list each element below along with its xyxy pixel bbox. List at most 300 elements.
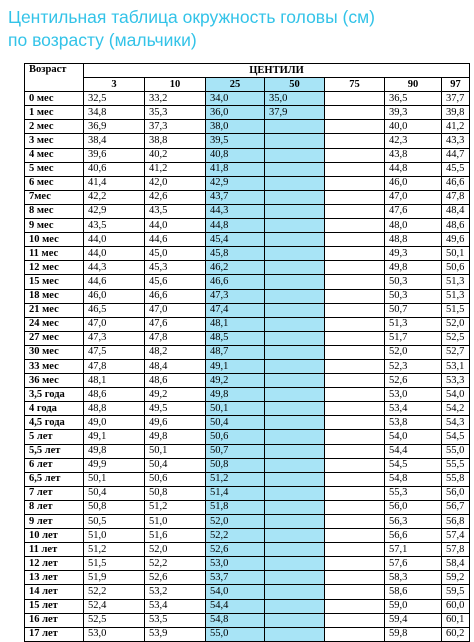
value-cell-p50 <box>265 500 325 514</box>
head-circumference-table <box>24 63 470 642</box>
value-cell-p97: 50,6 <box>442 261 470 275</box>
value-cell-p50 <box>265 289 325 303</box>
value-cell-p10: 53,4 <box>145 599 206 613</box>
value-cell-p10: 49,5 <box>145 402 206 416</box>
age-cell: 21 мес <box>25 303 84 317</box>
value-cell-p97: 51,3 <box>442 289 470 303</box>
value-cell-p25: 46,2 <box>206 261 265 275</box>
table-row <box>25 233 470 247</box>
value-cell-p90: 56,0 <box>385 500 442 514</box>
value-cell-p50 <box>265 275 325 289</box>
value-cell-p75 <box>325 627 385 641</box>
value-cell-p90: 59,0 <box>385 599 442 613</box>
value-cell-p3: 47,3 <box>84 331 145 345</box>
value-cell-p3: 51,0 <box>84 529 145 543</box>
value-cell-p75 <box>325 585 385 599</box>
age-cell: 7мес <box>25 190 84 204</box>
table-row <box>25 204 470 218</box>
value-cell-p97: 51,3 <box>442 275 470 289</box>
value-cell-p25: 40,8 <box>206 148 265 162</box>
value-cell-p3: 42,9 <box>84 204 145 218</box>
table-row <box>25 317 470 331</box>
value-cell-p97: 56,8 <box>442 515 470 529</box>
value-cell-p75 <box>325 529 385 543</box>
value-cell-p90: 36,5 <box>385 92 442 106</box>
value-cell-p75 <box>325 331 385 345</box>
value-cell-p10: 50,1 <box>145 444 206 458</box>
age-cell: 11 мес <box>25 247 84 261</box>
value-cell-p90: 48,8 <box>385 233 442 247</box>
value-cell-p3: 52,2 <box>84 585 145 599</box>
value-cell-p25: 54,8 <box>206 613 265 627</box>
value-cell-p25: 55,0 <box>206 627 265 641</box>
value-cell-p10: 40,2 <box>145 148 206 162</box>
value-cell-p50 <box>265 261 325 275</box>
value-cell-p50 <box>265 416 325 430</box>
value-cell-p10: 33,2 <box>145 92 206 106</box>
value-cell-p97: 56,0 <box>442 486 470 500</box>
value-cell-p50 <box>265 402 325 416</box>
table-row <box>25 120 470 134</box>
value-cell-p90: 50,3 <box>385 289 442 303</box>
value-cell-p25: 39,5 <box>206 134 265 148</box>
value-cell-p10: 47,0 <box>145 303 206 317</box>
value-cell-p10: 37,3 <box>145 120 206 134</box>
value-cell-p90: 53,8 <box>385 416 442 430</box>
value-cell-p75 <box>325 543 385 557</box>
value-cell-p50 <box>265 430 325 444</box>
age-cell: 5 лет <box>25 430 84 444</box>
value-cell-p3: 51,2 <box>84 543 145 557</box>
age-cell: 12 лет <box>25 557 84 571</box>
value-cell-p25: 52,2 <box>206 529 265 543</box>
value-cell-p10: 53,5 <box>145 613 206 627</box>
value-cell-p25: 49,2 <box>206 374 265 388</box>
table-row <box>25 275 470 289</box>
value-cell-p97: 60,0 <box>442 599 470 613</box>
percentile-header-90: 90 <box>385 78 442 92</box>
value-cell-p50 <box>265 627 325 641</box>
value-cell-p75 <box>325 515 385 529</box>
value-cell-p97: 58,4 <box>442 557 470 571</box>
value-cell-p75 <box>325 557 385 571</box>
table-row <box>25 359 470 373</box>
value-cell-p75 <box>325 261 385 275</box>
value-cell-p90: 52,3 <box>385 359 442 373</box>
value-cell-p3: 52,5 <box>84 613 145 627</box>
age-cell: 1 мес <box>25 106 84 120</box>
value-cell-p97: 55,0 <box>442 444 470 458</box>
table-row <box>25 303 470 317</box>
value-cell-p3: 44,6 <box>84 275 145 289</box>
value-cell-p90: 57,1 <box>385 543 442 557</box>
value-cell-p90: 56,6 <box>385 529 442 543</box>
value-cell-p25: 49,1 <box>206 359 265 373</box>
value-cell-p3: 52,4 <box>84 599 145 613</box>
value-cell-p75 <box>325 219 385 233</box>
percentile-header-10: 10 <box>145 78 206 92</box>
value-cell-p75 <box>325 289 385 303</box>
age-cell: 5 мес <box>25 162 84 176</box>
value-cell-p90: 54,8 <box>385 472 442 486</box>
value-cell-p25: 45,8 <box>206 247 265 261</box>
value-cell-p90: 53,0 <box>385 388 442 402</box>
value-cell-p10: 45,3 <box>145 261 206 275</box>
value-cell-p25: 47,4 <box>206 303 265 317</box>
value-cell-p97: 45,5 <box>442 162 470 176</box>
value-cell-p97: 39,8 <box>442 106 470 120</box>
value-cell-p90: 54,5 <box>385 458 442 472</box>
centiles-header: ЦЕНТИЛИ <box>84 64 470 78</box>
value-cell-p75 <box>325 486 385 500</box>
value-cell-p25: 51,4 <box>206 486 265 500</box>
value-cell-p97: 52,0 <box>442 317 470 331</box>
value-cell-p97: 43,3 <box>442 134 470 148</box>
value-cell-p50 <box>265 148 325 162</box>
age-cell: 8 мес <box>25 204 84 218</box>
value-cell-p97: 53,1 <box>442 359 470 373</box>
value-cell-p97: 52,5 <box>442 331 470 345</box>
table-row <box>25 571 470 585</box>
value-cell-p75 <box>325 303 385 317</box>
value-cell-p10: 53,9 <box>145 627 206 641</box>
value-cell-p97: 57,8 <box>442 543 470 557</box>
value-cell-p10: 51,6 <box>145 529 206 543</box>
value-cell-p25: 51,2 <box>206 472 265 486</box>
value-cell-p25: 50,6 <box>206 430 265 444</box>
value-cell-p90: 56,3 <box>385 515 442 529</box>
value-cell-p10: 52,0 <box>145 543 206 557</box>
value-cell-p90: 42,3 <box>385 134 442 148</box>
value-cell-p75 <box>325 571 385 585</box>
table-row <box>25 557 470 571</box>
value-cell-p3: 43,5 <box>84 219 145 233</box>
value-cell-p97: 44,7 <box>442 148 470 162</box>
age-cell: 12 мес <box>25 261 84 275</box>
value-cell-p50 <box>265 204 325 218</box>
value-cell-p90: 44,8 <box>385 162 442 176</box>
value-cell-p25: 54,0 <box>206 585 265 599</box>
value-cell-p25: 54,4 <box>206 599 265 613</box>
value-cell-p75 <box>325 613 385 627</box>
value-cell-p10: 48,4 <box>145 359 206 373</box>
value-cell-p3: 51,5 <box>84 557 145 571</box>
value-cell-p10: 52,6 <box>145 571 206 585</box>
value-cell-p97: 56,7 <box>442 500 470 514</box>
value-cell-p3: 50,4 <box>84 486 145 500</box>
age-cell: 4 года <box>25 402 84 416</box>
value-cell-p50 <box>265 233 325 247</box>
value-cell-p10: 38,8 <box>145 134 206 148</box>
value-cell-p97: 60,1 <box>442 613 470 627</box>
age-cell: 9 мес <box>25 219 84 233</box>
age-cell: 9 лет <box>25 515 84 529</box>
value-cell-p97: 53,3 <box>442 374 470 388</box>
value-cell-p50 <box>265 134 325 148</box>
age-cell: 14 лет <box>25 585 84 599</box>
value-cell-p3: 46,5 <box>84 303 145 317</box>
age-cell: 30 мес <box>25 345 84 359</box>
value-cell-p97: 46,6 <box>442 176 470 190</box>
value-cell-p50 <box>265 529 325 543</box>
value-cell-p50 <box>265 345 325 359</box>
value-cell-p90: 49,8 <box>385 261 442 275</box>
value-cell-p10: 50,8 <box>145 486 206 500</box>
value-cell-p75 <box>325 233 385 247</box>
value-cell-p90: 59,8 <box>385 627 442 641</box>
value-cell-p3: 50,1 <box>84 472 145 486</box>
value-cell-p97: 51,5 <box>442 303 470 317</box>
value-cell-p25: 41,8 <box>206 162 265 176</box>
value-cell-p90: 54,4 <box>385 444 442 458</box>
value-cell-p75 <box>325 599 385 613</box>
value-cell-p97: 48,4 <box>442 204 470 218</box>
table-row <box>25 472 470 486</box>
value-cell-p3: 42,2 <box>84 190 145 204</box>
value-cell-p25: 44,3 <box>206 204 265 218</box>
table-row <box>25 627 470 641</box>
value-cell-p10: 48,6 <box>145 374 206 388</box>
value-cell-p90: 59,4 <box>385 613 442 627</box>
value-cell-p10: 49,6 <box>145 416 206 430</box>
value-cell-p50 <box>265 472 325 486</box>
value-cell-p50 <box>265 388 325 402</box>
value-cell-p50 <box>265 120 325 134</box>
value-cell-p97: 37,7 <box>442 92 470 106</box>
value-cell-p90: 39,3 <box>385 106 442 120</box>
value-cell-p50 <box>265 359 325 373</box>
value-cell-p75 <box>325 247 385 261</box>
age-cell: 4 мес <box>25 148 84 162</box>
value-cell-p50 <box>265 599 325 613</box>
value-cell-p50 <box>265 486 325 500</box>
percentile-header-25: 25 <box>206 78 265 92</box>
page-title <box>8 6 468 52</box>
value-cell-p10: 41,2 <box>145 162 206 176</box>
value-cell-p3: 47,8 <box>84 359 145 373</box>
table-row <box>25 585 470 599</box>
table-row <box>25 247 470 261</box>
value-cell-p3: 44,0 <box>84 247 145 261</box>
age-cell: 10 мес <box>25 233 84 247</box>
value-cell-p97: 54,3 <box>442 416 470 430</box>
value-cell-p90: 50,3 <box>385 275 442 289</box>
value-cell-p10: 49,8 <box>145 430 206 444</box>
value-cell-p50 <box>265 557 325 571</box>
value-cell-p97: 41,2 <box>442 120 470 134</box>
value-cell-p3: 46,0 <box>84 289 145 303</box>
value-cell-p3: 48,6 <box>84 388 145 402</box>
value-cell-p75 <box>325 430 385 444</box>
value-cell-p3: 38,4 <box>84 134 145 148</box>
value-cell-p10: 49,2 <box>145 388 206 402</box>
value-cell-p25: 50,8 <box>206 458 265 472</box>
age-column-header: Возраст <box>25 64 84 92</box>
table-row <box>25 162 470 176</box>
value-cell-p50 <box>265 458 325 472</box>
value-cell-p97: 47,8 <box>442 190 470 204</box>
value-cell-p90: 58,6 <box>385 585 442 599</box>
percentile-header-75: 75 <box>325 78 385 92</box>
value-cell-p25: 38,0 <box>206 120 265 134</box>
value-cell-p90: 43,8 <box>385 148 442 162</box>
value-cell-p50: 35,0 <box>265 92 325 106</box>
age-cell: 3,5 года <box>25 388 84 402</box>
age-cell: 36 мес <box>25 374 84 388</box>
value-cell-p75 <box>325 317 385 331</box>
age-cell: 8 лет <box>25 500 84 514</box>
age-cell: 6,5 лет <box>25 472 84 486</box>
value-cell-p50 <box>265 176 325 190</box>
value-cell-p50 <box>265 331 325 345</box>
value-cell-p3: 49,1 <box>84 430 145 444</box>
value-cell-p3: 50,5 <box>84 515 145 529</box>
table-row <box>25 388 470 402</box>
table-row <box>25 416 470 430</box>
value-cell-p25: 52,0 <box>206 515 265 529</box>
value-cell-p75 <box>325 345 385 359</box>
value-cell-p25: 48,7 <box>206 345 265 359</box>
value-cell-p90: 55,3 <box>385 486 442 500</box>
value-cell-p25: 53,0 <box>206 557 265 571</box>
value-cell-p75 <box>325 374 385 388</box>
value-cell-p97: 59,5 <box>442 585 470 599</box>
table-row <box>25 190 470 204</box>
value-cell-p3: 41,4 <box>84 176 145 190</box>
value-cell-p75 <box>325 359 385 373</box>
value-cell-p90: 51,3 <box>385 317 442 331</box>
age-cell: 27 мес <box>25 331 84 345</box>
value-cell-p50 <box>265 303 325 317</box>
value-cell-p50 <box>265 247 325 261</box>
value-cell-p50 <box>265 571 325 585</box>
value-cell-p90: 54,0 <box>385 430 442 444</box>
value-cell-p10: 44,6 <box>145 233 206 247</box>
title-line-2: по возрасту (мальчики) <box>8 30 197 50</box>
value-cell-p25: 52,6 <box>206 543 265 557</box>
value-cell-p10: 43,5 <box>145 204 206 218</box>
value-cell-p97: 49,6 <box>442 233 470 247</box>
value-cell-p97: 54,5 <box>442 430 470 444</box>
value-cell-p3: 34,8 <box>84 106 145 120</box>
value-cell-p25: 34,0 <box>206 92 265 106</box>
value-cell-p25: 48,5 <box>206 331 265 345</box>
value-cell-p3: 49,0 <box>84 416 145 430</box>
table-row <box>25 486 470 500</box>
value-cell-p10: 52,2 <box>145 557 206 571</box>
value-cell-p50 <box>265 190 325 204</box>
value-cell-p3: 49,9 <box>84 458 145 472</box>
percentile-header-3: 3 <box>84 78 145 92</box>
value-cell-p97: 50,1 <box>442 247 470 261</box>
value-cell-p3: 44,3 <box>84 261 145 275</box>
value-cell-p25: 42,9 <box>206 176 265 190</box>
value-cell-p97: 54,0 <box>442 388 470 402</box>
percentile-header-97: 97 <box>442 78 470 92</box>
value-cell-p75 <box>325 176 385 190</box>
table-row <box>25 599 470 613</box>
value-cell-p3: 53,0 <box>84 627 145 641</box>
table-row <box>25 331 470 345</box>
value-cell-p50 <box>265 317 325 331</box>
value-cell-p50 <box>265 543 325 557</box>
value-cell-p10: 50,4 <box>145 458 206 472</box>
age-cell: 5,5 лет <box>25 444 84 458</box>
table-row <box>25 345 470 359</box>
value-cell-p97: 60,2 <box>442 627 470 641</box>
age-cell: 10 лет <box>25 529 84 543</box>
table-row <box>25 458 470 472</box>
value-cell-p10: 48,2 <box>145 345 206 359</box>
value-cell-p97: 55,8 <box>442 472 470 486</box>
age-cell: 4,5 года <box>25 416 84 430</box>
value-cell-p10: 35,3 <box>145 106 206 120</box>
value-cell-p25: 46,6 <box>206 275 265 289</box>
value-cell-p90: 57,6 <box>385 557 442 571</box>
table-row <box>25 134 470 148</box>
table-row <box>25 543 470 557</box>
value-cell-p50 <box>265 515 325 529</box>
value-cell-p90: 52,6 <box>385 374 442 388</box>
table-row <box>25 515 470 529</box>
value-cell-p10: 47,6 <box>145 317 206 331</box>
age-cell: 2 мес <box>25 120 84 134</box>
value-cell-p25: 50,1 <box>206 402 265 416</box>
value-cell-p75 <box>325 402 385 416</box>
value-cell-p75 <box>325 416 385 430</box>
value-cell-p75 <box>325 472 385 486</box>
table-row <box>25 261 470 275</box>
table-row <box>25 529 470 543</box>
value-cell-p75 <box>325 388 385 402</box>
value-cell-p3: 47,0 <box>84 317 145 331</box>
age-cell: 7 лет <box>25 486 84 500</box>
value-cell-p75 <box>325 106 385 120</box>
title-line-1: Центильная таблица окружность головы (см) <box>8 7 375 27</box>
table-row <box>25 176 470 190</box>
value-cell-p90: 50,7 <box>385 303 442 317</box>
value-cell-p3: 36,9 <box>84 120 145 134</box>
value-cell-p50 <box>265 585 325 599</box>
age-cell: 0 мес <box>25 92 84 106</box>
value-cell-p3: 47,5 <box>84 345 145 359</box>
value-cell-p3: 44,0 <box>84 233 145 247</box>
value-cell-p97: 55,5 <box>442 458 470 472</box>
age-cell: 11 лет <box>25 543 84 557</box>
value-cell-p50 <box>265 374 325 388</box>
value-cell-p3: 48,8 <box>84 402 145 416</box>
value-cell-p50 <box>265 219 325 233</box>
value-cell-p10: 47,8 <box>145 331 206 345</box>
value-cell-p3: 50,8 <box>84 500 145 514</box>
value-cell-p25: 45,4 <box>206 233 265 247</box>
value-cell-p90: 51,7 <box>385 331 442 345</box>
age-cell: 3 мес <box>25 134 84 148</box>
value-cell-p25: 48,1 <box>206 317 265 331</box>
table-row <box>25 92 470 106</box>
value-cell-p97: 59,2 <box>442 571 470 585</box>
value-cell-p10: 44,0 <box>145 219 206 233</box>
value-cell-p75 <box>325 190 385 204</box>
value-cell-p3: 39,6 <box>84 148 145 162</box>
table-row <box>25 430 470 444</box>
value-cell-p10: 42,0 <box>145 176 206 190</box>
value-cell-p25: 53,7 <box>206 571 265 585</box>
value-cell-p75 <box>325 444 385 458</box>
value-cell-p25: 44,8 <box>206 219 265 233</box>
value-cell-p25: 47,3 <box>206 289 265 303</box>
value-cell-p3: 40,6 <box>84 162 145 176</box>
